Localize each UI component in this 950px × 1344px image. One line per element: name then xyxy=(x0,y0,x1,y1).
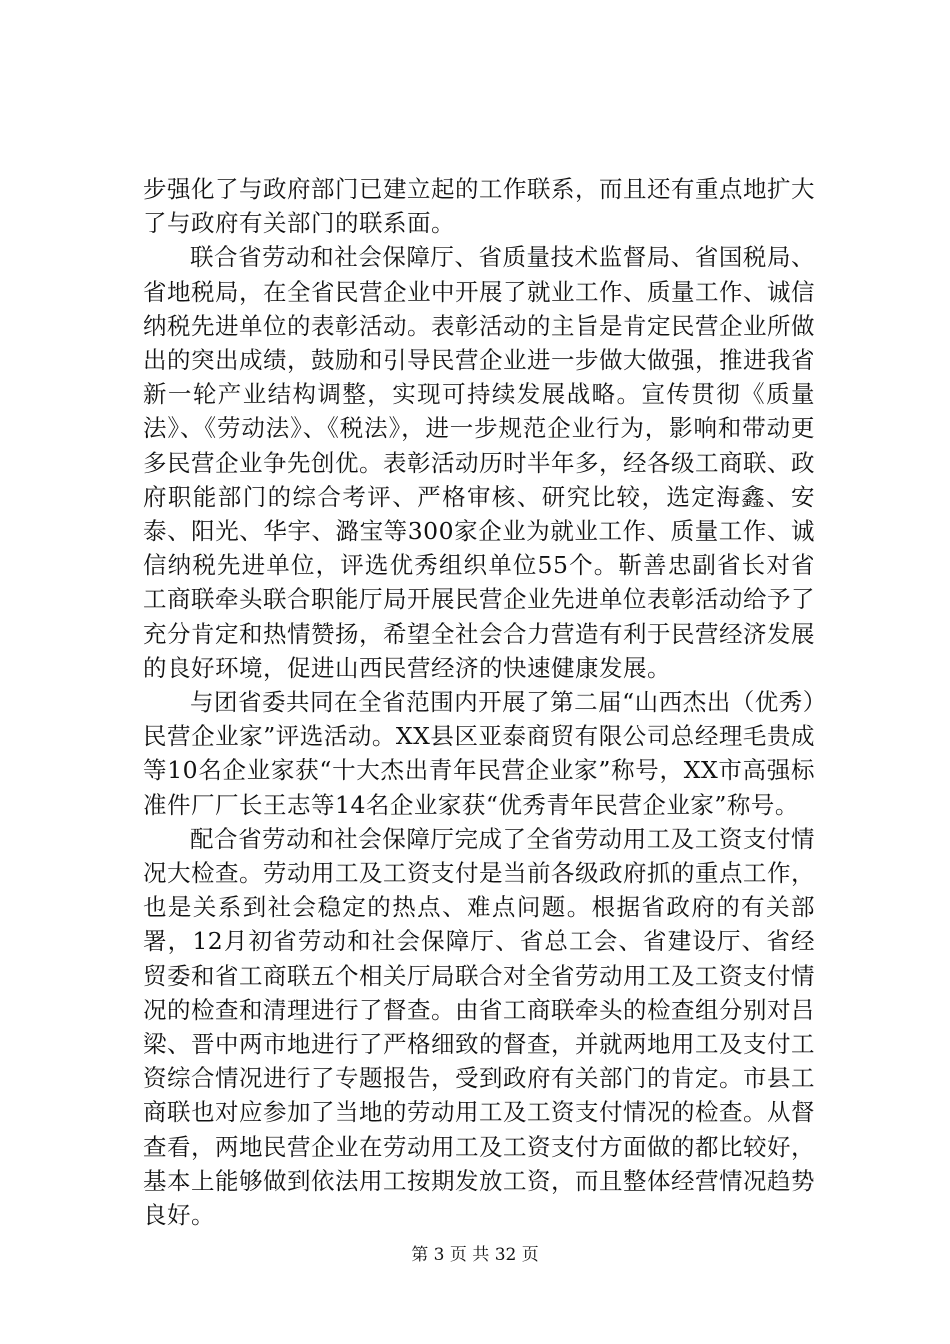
paragraph-entrepreneur-selection: 与团省委共同在全省范围内开展了第二届“山西杰出（优秀）民营企业家”评选活动。XX县区亚泰商贸有限公司总经理毛贵成等10名企业家获“十大杰出青年民营企业家”称号，XX市高强标准件厂厂长王志等14名企业家获“优秀青年民营企业家”称号。 xyxy=(143,688,815,819)
paragraph-labor-inspection: 配合省劳动和社会保障厅完成了全省劳动用工及工资支付情况大检查。劳动用工及工资支付是当前各级政府抓的重点工作，也是关系到社会稳定的热点、难点问题。根据省政府的有关部署，12月初省劳动和社会保障厅、省总工会、省建设厅、省经贸委和省工商联五个相关厅局联合对全省劳动用工及工资支付情况的检查和清理进行了督查。由省工商联牵头的检查组分别对吕梁、晋中两市地进行了严格细致的督查，并就两地用工及支付工资综合情况进行了专题报告，受到政府有关部门的肯定。市县工商联也对应参加了当地的劳动用工及工资支付情况的检查。从督查看，两地民营企业在劳动用工及工资支付方面做的都比较好，基本上能够做到依法用工按期发放工资，而且整体经营情况趋势良好。 xyxy=(143,824,815,1230)
document-body xyxy=(143,172,815,1232)
paragraph-commendation-activity: 联合省劳动和社会保障厅、省质量技术监督局、省国税局、省地税局，在全省民营企业中开展了就业工作、质量工作、诚信纳税先进单位的表彰活动。表彰活动的主旨是肯定民营企业所做出的突出成绩，鼓励和引导民营企业进一步做大做强，推进我省新一轮产业结构调整，实现可持续发展战略。宣传贯彻《质量法》、《劳动法》、《税法》，进一步规范企业行为，影响和带动更多民营企业争先创优。表彰活动历时半年多，经各级工商联、政府职能部门的综合考评、严格审核、研究比较，选定海鑫、安泰、阳光、华宇、潞宝等300家企业为就业工作、质量工作、诚信纳税先进单位，评选优秀组织单位55个。靳善忠副省长对省工商联牵头联合职能厅局开展民营企业先进单位表彰活动给予了充分肯定和热情赞扬，希望全社会合力营造有利于民营经济发展的良好环境，促进山西民营经济的快速健康发展。 xyxy=(143,243,815,682)
page-number-footer: 第 3 页 共 32 页 xyxy=(411,1245,539,1265)
paragraph-continued: 步强化了与政府部门已建立起的工作联系，而且还有重点地扩大了与政府有关部门的联系面。 xyxy=(143,175,815,238)
